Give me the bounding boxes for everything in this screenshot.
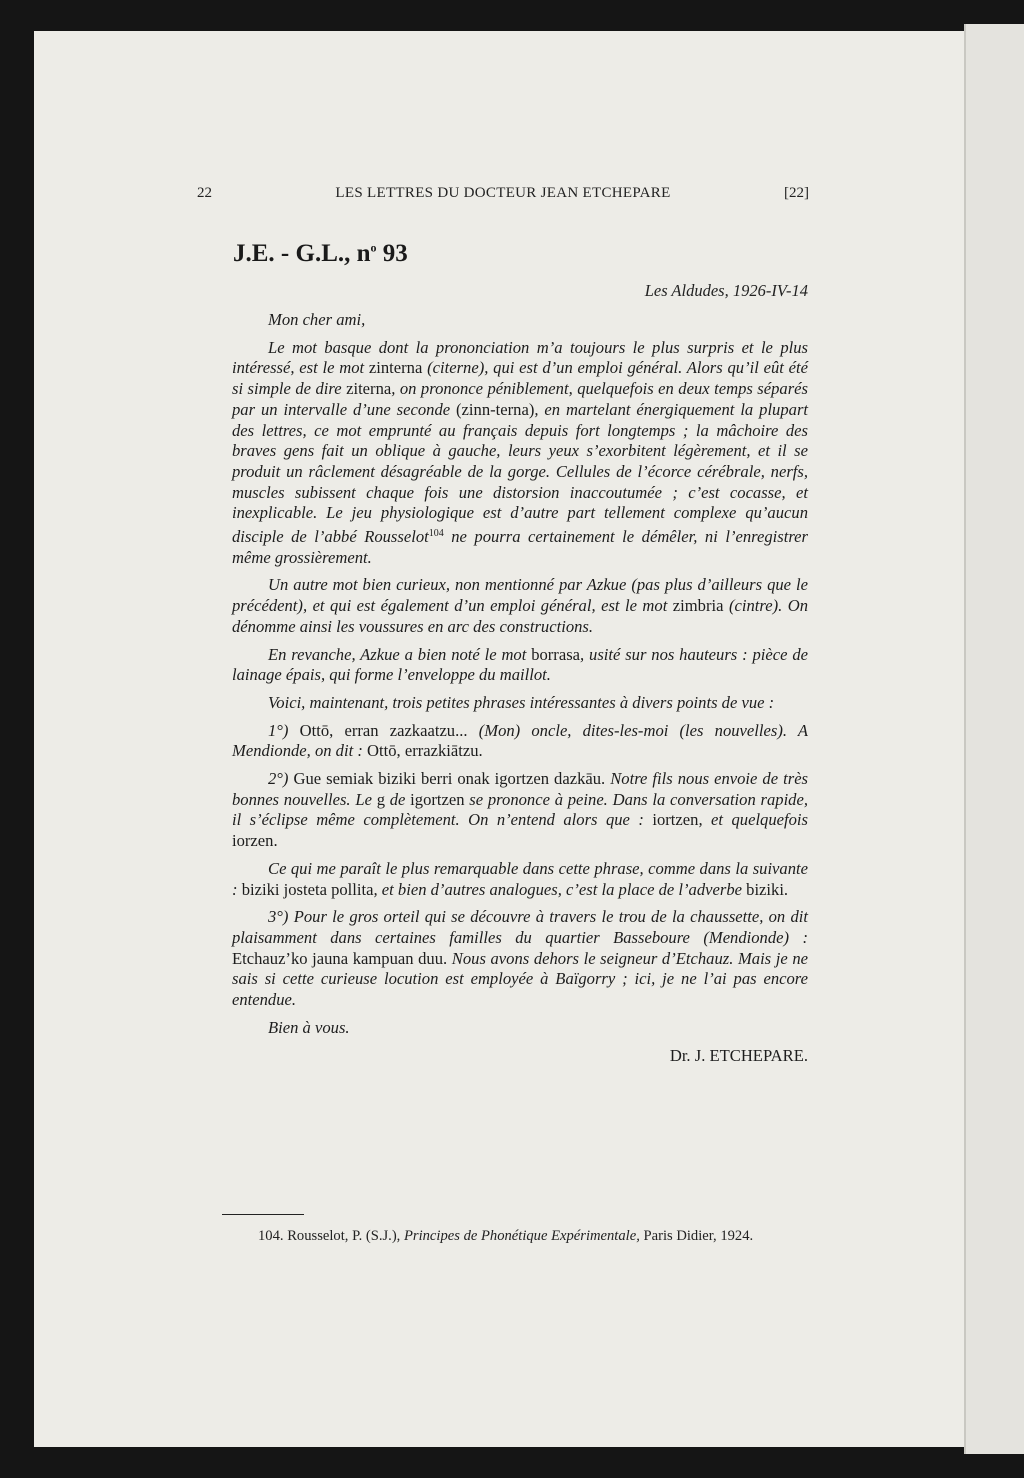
page-number: 22 xyxy=(197,185,212,201)
basque-term: igortzen xyxy=(410,789,465,809)
text-segment: En revanche, Azkue a bien noté le mot xyxy=(268,644,532,664)
letter-title xyxy=(233,240,408,268)
basque-term: borrasa xyxy=(531,644,581,664)
title-text: J.E. - G.L., n xyxy=(233,240,371,267)
text-segment: Un autre mot bien curieux, non mentionné par Azkue (pas plus d’ailleurs que le précédent), et qui est également d’un emploi général, est le mot xyxy=(232,575,808,616)
basque-term: biziki. xyxy=(746,879,789,899)
footnote-publisher: Paris Didier, 1924. xyxy=(643,1228,754,1244)
text-segment: Ce qui me paraît le plus remarquable dans cette phrase, comme dans la suivante : xyxy=(232,858,808,899)
text-segment: (citerne), qui est d’un emploi général. Alors qu’il eût été si simple de dire xyxy=(232,358,808,399)
text-segment: , en martelant énergiquement la plupart des lettres, ce mot emprunté au français depuis fort longtemps ; la mâchoire des braves gens fait un oblique à gauche, leurs yeux s’exorbitent légèrement, et il se produit un râclement désagréable de la gorge. Cellules de l’écorce cérébrale, nerfs, muscles subissent chaque fois une distorsion inaccoutumée ; c’est cocasse, et inexplicable. Le jeu physiologique est d’autre part tellement complexe qu’aucun disciple de l’abbé Rousselot xyxy=(232,399,809,547)
basque-term: iorzen. xyxy=(232,831,278,851)
basque-term: zimbria xyxy=(672,596,724,616)
text-segment: ne pourra certainement le démêler, ni l’enregistrer même grossièrement. xyxy=(232,527,808,567)
text-segment: , usité sur nos hauteurs : pièce de lainage épais, qui forme l’enveloppe du maillot. xyxy=(232,644,808,685)
paragraph xyxy=(232,859,808,900)
text-segment: de xyxy=(384,789,411,809)
basque-term: g xyxy=(376,789,385,809)
footnote-work: Principes de Phonétique Expérimentale, xyxy=(403,1228,640,1244)
text-segment: 2°) xyxy=(268,769,294,789)
basque-term: Ottō, errazkiātzu. xyxy=(367,741,483,761)
closing: Bien à vous. xyxy=(268,1017,350,1037)
text-segment: Le mot basque dont la prononciation m’a toujours le plus surpris et le plus intéressé, est le mot xyxy=(232,337,808,378)
text-segment: se prononce à peine. Dans la conversation rapide, il s’éclipse même complètement. On n’entend alors que : xyxy=(232,789,808,830)
paragraph xyxy=(232,721,808,762)
text-segment: 3°) Pour le gros orteil qui se découvre à travers le trou de la chaussette, on dit plaisamment dans certaines familles du quartier Basseboure (Mendionde) : xyxy=(232,907,808,947)
title-sup: o xyxy=(370,240,377,255)
text-segment: (Mon) oncle, dites-les-moi (les nouvelles). A Mendionde, on dit : xyxy=(232,720,808,761)
basque-term: Ottō, erran zazkaatzu... xyxy=(299,720,468,740)
letter-body xyxy=(232,310,808,1066)
bracket-page-number: [22] xyxy=(784,185,809,201)
paragraph xyxy=(232,645,808,686)
text-segment: Voici, maintenant, trois petites phrases intéressantes à divers points de vue : xyxy=(268,692,775,712)
dateline: Les Aldudes, 1926-IV-14 xyxy=(644,281,808,300)
paragraph xyxy=(232,693,808,714)
footnote-ref: 104 xyxy=(428,528,444,540)
text-segment: 1°) xyxy=(268,720,300,740)
basque-term: Etchauz’ko jauna kampuan duu. xyxy=(232,948,448,968)
text-segment: , on prononce péniblement, quelquefois en deux temps séparés par un intervalle d’une seconde xyxy=(232,379,809,419)
basque-term: iortzen xyxy=(652,810,699,830)
basque-term: zinterna xyxy=(368,358,423,378)
text-segment: (cintre). On dénomme ainsi les voussures en arc des constructions. xyxy=(232,596,808,636)
text-segment: Nous avons dehors le seigneur d’Etchauz. Mais je ne sais si cette curieuse locution est employée à Baïgorry ; ici, je ne l’ai pas encore entendue. xyxy=(232,948,808,1010)
facing-page-edge xyxy=(964,24,1024,1454)
text-segment: , et bien d’autres analogues, c’est la place de l’adverbe xyxy=(373,879,747,899)
basque-term: ziterna xyxy=(346,379,392,399)
basque-term: biziki josteta pollita xyxy=(241,879,374,899)
paragraph xyxy=(232,769,808,852)
footnote xyxy=(258,1228,753,1245)
signature: Dr. J. ETCHEPARE. xyxy=(669,1045,808,1065)
title-number: 93 xyxy=(376,240,408,267)
paragraph xyxy=(232,907,808,1011)
footnote-author: Rousselot, P. (S.J.), xyxy=(287,1228,401,1244)
paragraph xyxy=(232,575,808,637)
basque-term: (zinn-terna) xyxy=(456,399,535,419)
footnote-rule xyxy=(222,1214,304,1215)
running-title: LES LETTRES DU DOCTEUR JEAN ETCHEPARE xyxy=(335,185,671,201)
paragraph xyxy=(232,338,808,569)
salutation: Mon cher ami, xyxy=(268,310,366,329)
basque-term: Gue semiak biziki berri onak igortzen dazkāu. xyxy=(293,769,606,789)
text-segment: , et quelquefois xyxy=(698,810,808,830)
text-segment: Notre fils nous envoie de très bonnes nouvelles. Le xyxy=(232,769,809,809)
footnote-number: 104. xyxy=(258,1228,284,1244)
